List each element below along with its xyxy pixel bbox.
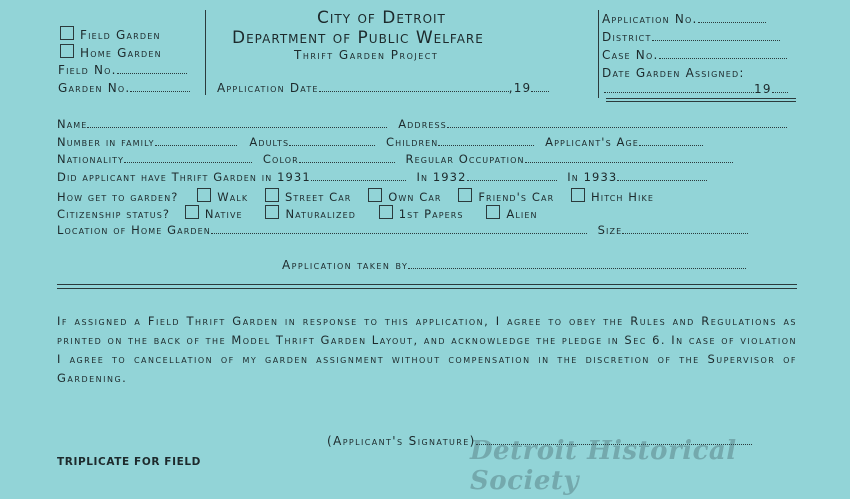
city-title: City of Detroit: [317, 8, 446, 28]
street-car-checkbox[interactable]: [265, 188, 279, 202]
field-garden-option[interactable]: Field Garden: [60, 26, 161, 42]
header-divider-right: [598, 10, 599, 98]
native-checkbox[interactable]: [185, 205, 199, 219]
citizenship-row: Citizenship status? Native Naturalized 1st Papers Alien: [57, 207, 538, 221]
transport-friends-car[interactable]: Friend's Car: [458, 190, 566, 204]
nationality-row[interactable]: Nationality Color Regular Occupation: [57, 152, 733, 166]
naturalized-checkbox[interactable]: [265, 205, 279, 219]
application-no-line[interactable]: Application No.: [602, 12, 766, 26]
signature-line[interactable]: (Applicant's Signature): [327, 434, 752, 448]
department-title: Department of Public Welfare: [232, 28, 484, 48]
field-no-line[interactable]: Field No.: [58, 63, 187, 77]
date-assigned-line[interactable]: 19: [604, 82, 788, 96]
watermark: Detroit Historical Society: [470, 436, 737, 496]
transport-walk[interactable]: Walk: [197, 190, 260, 204]
alien-checkbox[interactable]: [486, 205, 500, 219]
friends-car-checkbox[interactable]: [458, 188, 472, 202]
district-line[interactable]: District: [602, 30, 780, 44]
thrift-history-row[interactable]: Did applicant have Thrift Garden in 1931 In 1932 In 1933: [57, 170, 707, 184]
citizenship-naturalized[interactable]: Naturalized: [265, 207, 374, 221]
transport-street-car[interactable]: Street Car: [265, 190, 363, 204]
header-rule-right: [606, 98, 796, 99]
first-papers-checkbox[interactable]: [379, 205, 393, 219]
home-garden-option[interactable]: Home Garden: [60, 44, 162, 60]
section-rule-top: [57, 284, 797, 285]
garden-no-line[interactable]: Garden No.: [58, 81, 190, 95]
citizenship-1st-papers[interactable]: 1st Papers: [379, 207, 482, 221]
project-title: Thrift Garden Project: [294, 48, 439, 62]
pledge-text: If assigned a Field Thrift Garden in response to this application, I agree to obey the Rules and Regulations as printed on the back of the Model Thrift Garden Layout, and acknowledge the pledge in Sec 6. In case of violation I agree to cancellation of my garden assignment without compensation in the discretion of the Supervisor of Gardening.: [57, 314, 797, 385]
transport-own-car[interactable]: Own Car: [368, 190, 453, 204]
header-divider-left: [205, 10, 206, 95]
date-assigned-label: Date Garden Assigned:: [602, 66, 745, 80]
name-address-row[interactable]: Name Address: [57, 117, 787, 131]
family-row[interactable]: Number in family Adults Children Applicant's Age: [57, 135, 703, 149]
own-car-checkbox[interactable]: [368, 188, 382, 202]
footer-label: TRIPLICATE FOR FIELD: [57, 456, 201, 468]
location-row[interactable]: Location of Home Garden Size: [57, 223, 748, 237]
transport-row: How get to garden? Walk Street Car Own Car Friend's Car Hitch Hike: [57, 190, 654, 204]
taken-by-line[interactable]: Application taken by: [282, 258, 746, 272]
citizenship-native[interactable]: Native: [185, 207, 261, 221]
section-rule-bottom: [57, 288, 797, 289]
transport-hitch-hike[interactable]: Hitch Hike: [571, 190, 654, 204]
walk-checkbox[interactable]: [197, 188, 211, 202]
header-rule-right-2: [606, 101, 796, 102]
citizenship-alien[interactable]: Alien: [486, 207, 537, 221]
hitch-hike-checkbox[interactable]: [571, 188, 585, 202]
field-garden-checkbox[interactable]: [60, 26, 74, 40]
home-garden-checkbox[interactable]: [60, 44, 74, 58]
case-no-line[interactable]: Case No.: [602, 48, 787, 62]
application-date-line[interactable]: Application Date ,19: [217, 81, 549, 95]
